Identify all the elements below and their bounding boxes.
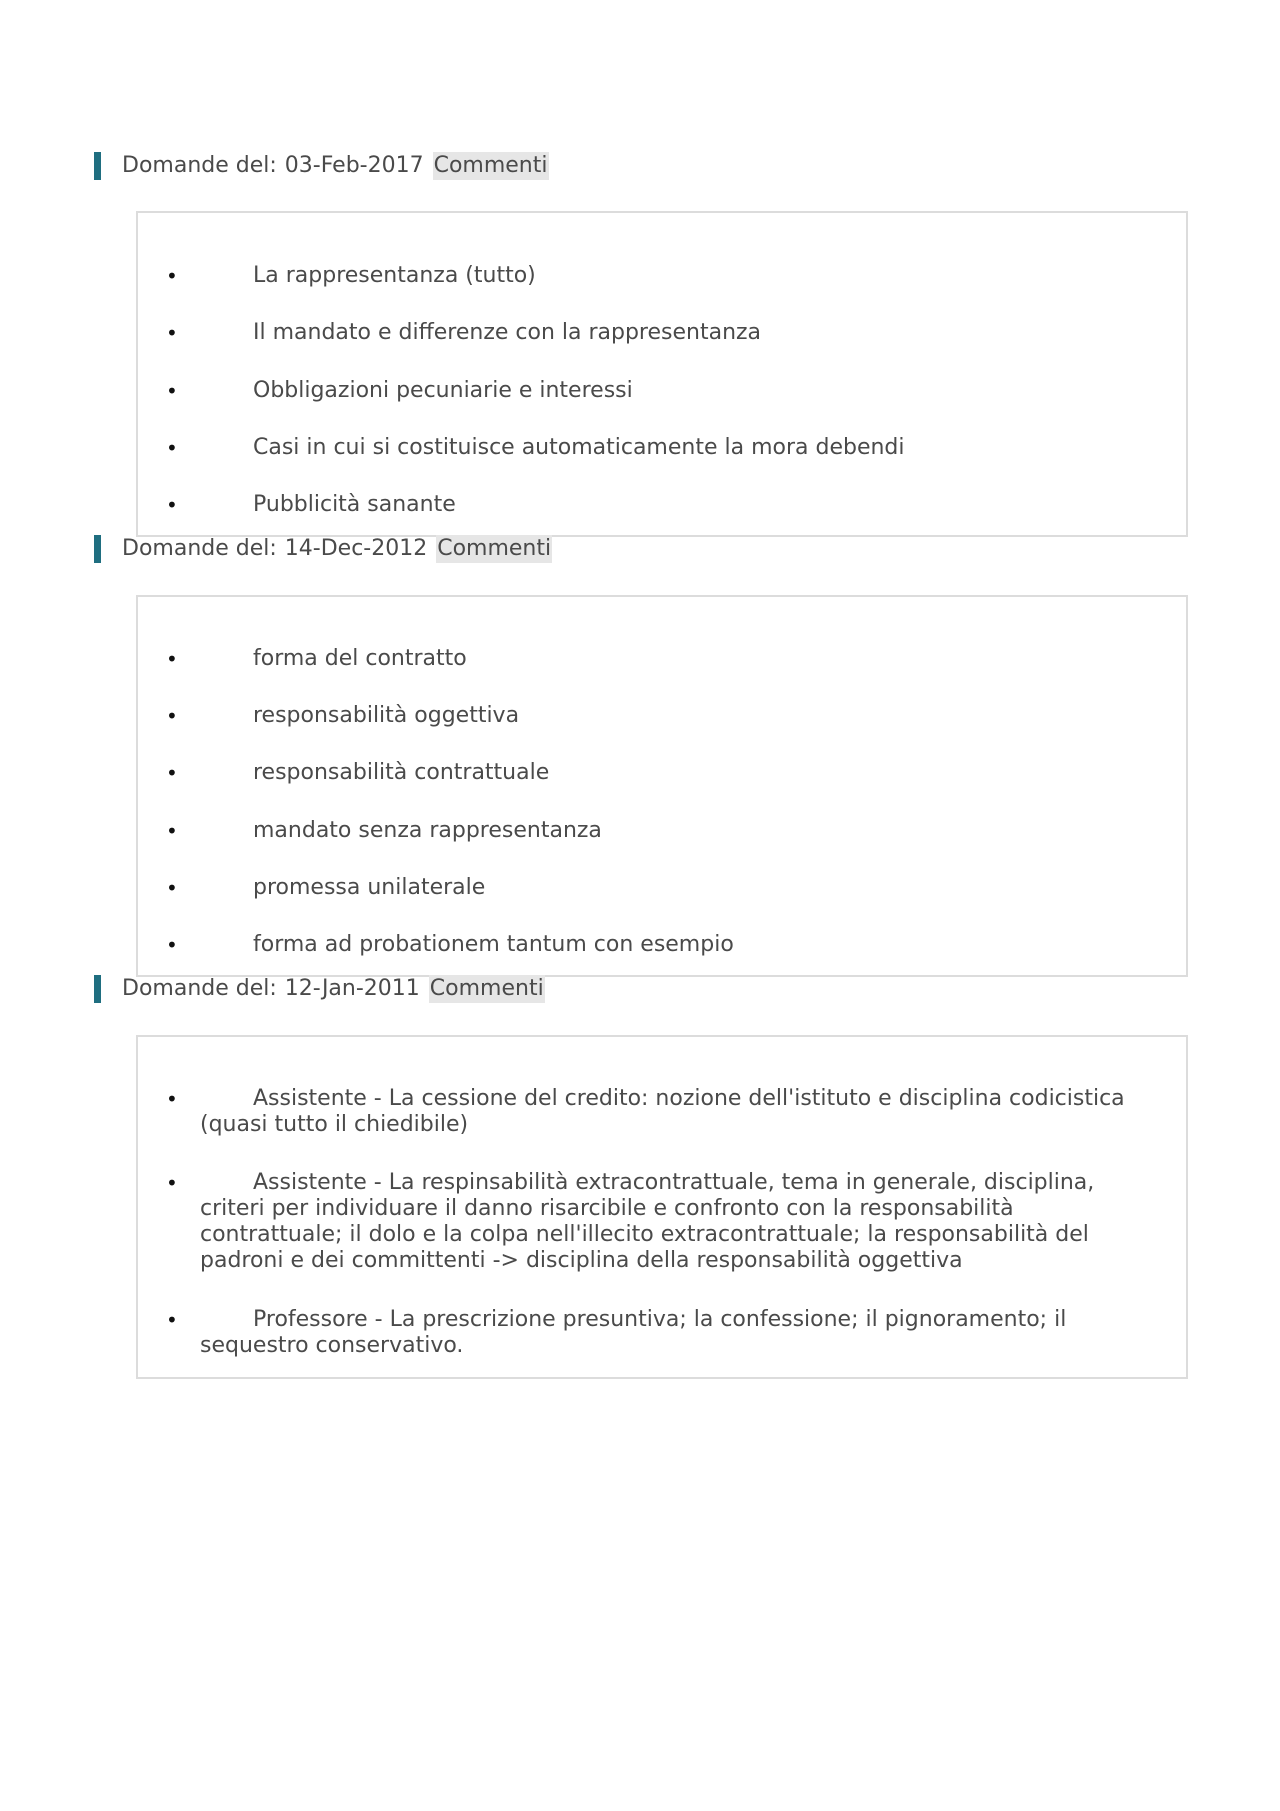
comments-link[interactable]: Commenti <box>429 976 544 1001</box>
bullet: • <box>166 933 178 957</box>
section-date: 03-Feb-2017 <box>284 153 424 178</box>
list-item <box>166 1307 1160 1359</box>
list-item <box>166 875 1160 901</box>
bullet: • <box>166 647 178 671</box>
bullet: • <box>166 1087 178 1111</box>
list-item-text: responsabilità contrattuale <box>253 760 550 785</box>
list-item-text: Casi in cui si costituisce automaticamente la mora debendi <box>253 435 905 460</box>
comments-link[interactable]: Commenti <box>433 153 548 178</box>
bullet: • <box>166 493 178 517</box>
section-date: 12-Jan-2011 <box>284 976 420 1001</box>
list-item-text: Obbligazioni pecuniarie e interessi <box>253 378 633 403</box>
list-item-text: promessa unilaterale <box>253 875 486 900</box>
list-item <box>166 932 1160 958</box>
list-item <box>166 703 1160 729</box>
list-item <box>166 435 1160 461</box>
section-header-1 <box>94 152 549 180</box>
questions-box-2 <box>136 595 1188 977</box>
section-label: Domande del: <box>122 976 277 1001</box>
list-item-text: responsabilità oggettiva <box>253 703 520 728</box>
list-item <box>166 818 1160 844</box>
list-item-text: Assistente - La cessione del credito: nozione dell'istituto e disciplina codicistica (quasi tutto il chiedibile) <box>200 1086 1125 1137</box>
section-accent-bar <box>94 535 101 563</box>
list-item <box>166 320 1160 346</box>
section-accent-bar <box>94 152 101 180</box>
bullet: • <box>166 1308 178 1332</box>
bullet: • <box>166 379 178 403</box>
bullet: • <box>166 1171 178 1195</box>
list-item-text: forma ad probationem tantum con esempio <box>253 932 734 957</box>
bullet: • <box>166 819 178 843</box>
section-accent-bar <box>94 975 101 1003</box>
bullet: • <box>166 704 178 728</box>
section-date: 14-Dec-2012 <box>284 536 428 561</box>
list-item-text: Professore - La prescrizione presuntiva; la confessione; il pignoramento; il sequestro conservativo. <box>200 1307 1067 1358</box>
list-item <box>166 1170 1160 1274</box>
list-item-text: Pubblicità sanante <box>253 492 456 517</box>
list-item <box>166 1086 1160 1138</box>
bullet: • <box>166 436 178 460</box>
list-item <box>166 646 1160 672</box>
section-label: Domande del: <box>122 153 277 178</box>
bullet: • <box>166 761 178 785</box>
section-header-3 <box>94 975 545 1003</box>
section-header-2 <box>94 535 552 563</box>
list-item-text: La rappresentanza (tutto) <box>253 263 536 288</box>
list-item-text: mandato senza rappresentanza <box>253 818 602 843</box>
list-item-text: Assistente - La respinsabilità extracontrattuale, tema in generale, disciplina, criteri per individuare il danno risarcibile e confronto con la responsabilità contrattuale; il dolo e la colpa nell'illecito extracontrattuale; la responsabilità del padroni e dei committenti -> disciplina della responsabilità oggettiva <box>200 1170 1095 1273</box>
list-item <box>166 378 1160 404</box>
bullet: • <box>166 264 178 288</box>
bullet: • <box>166 876 178 900</box>
list-item-text: forma del contratto <box>253 646 467 671</box>
list-item-text: Il mandato e differenze con la rappresentanza <box>253 320 762 345</box>
comments-link[interactable]: Commenti <box>437 536 552 561</box>
questions-box-1 <box>136 211 1188 537</box>
section-label: Domande del: <box>122 536 277 561</box>
list-item <box>166 760 1160 786</box>
list-item <box>166 263 1160 289</box>
questions-box-3 <box>136 1035 1188 1379</box>
list-item <box>166 492 1160 518</box>
bullet: • <box>166 321 178 345</box>
